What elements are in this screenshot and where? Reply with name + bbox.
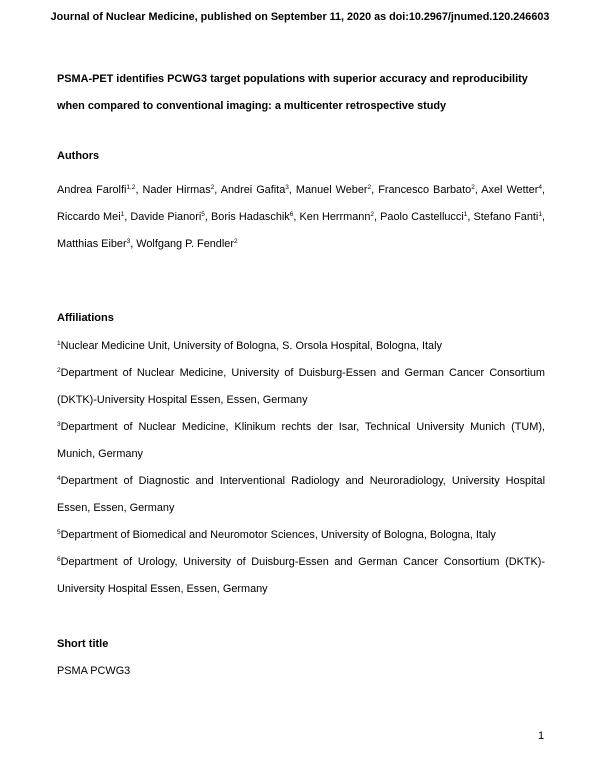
affiliation-text: Department of Nuclear Medicine, Klinikum rechts der Isar, Technical University Munich (TUM), Munich, Germany [57,421,545,460]
author-name: Wolfgang P. Fendler [136,238,234,250]
author-name: Francesco Barbato [378,184,472,196]
author-affiliation-number: 5 [201,211,205,218]
affiliation-4 [57,468,545,522]
author-affiliation-number: 2 [233,238,238,245]
affiliation-number: 5 [57,529,61,536]
author-affiliation-number: 2 [367,184,372,191]
author-separator: , [467,211,474,223]
author-name: Axel Wetter [481,184,539,196]
author [296,184,378,196]
author-name: Davide Pianori [130,211,202,223]
author-affiliation-number: 1 [538,211,542,218]
affiliation-number: 1 [57,340,61,347]
affiliation-text: Department of Biomedical and Neuromotor Sciences, University of Bologna, Bologna, Italy [60,529,496,541]
author-separator: , [288,184,296,196]
author-name: Manuel Weber [295,184,368,196]
affiliation-text: Nuclear Medicine Unit, University of Bologna, S. Orsola Hospital, Bologna, Italy [60,340,442,352]
authors-heading: Authors [57,150,100,162]
author-separator: , [130,238,137,250]
page-number: 1 [538,730,545,742]
author [57,184,142,196]
author-name: Matthias Eiber [57,238,127,250]
affiliation-number: 3 [57,421,61,428]
affiliation-text: Department of Diagnostic and Interventional Radiology and Neuroradiology, University Hospital Essen, Essen, Germany [57,475,545,514]
author [380,211,473,223]
author [57,211,130,223]
author-affiliation-number: 2 [370,211,375,218]
affiliation-1 [57,333,545,360]
author-affiliation-number: 1,2 [126,184,136,191]
author-affiliation-number: 2 [210,184,215,191]
author-affiliation-number: 3 [285,184,289,191]
affiliation-2 [57,360,545,414]
author-name: Boris Hadaschik [211,211,290,223]
affiliation-text: Department of Nuclear Medicine, University of Duisburg-Essen and German Cancer Consortium (DKTK)-University Hospital Essen, Essen, Germany [57,367,545,406]
author-name: Riccardo Mei [57,211,121,223]
author-name: Stefano Fanti [473,211,539,223]
author [474,211,546,223]
affiliation-text: Department of Urology, University of Duisburg-Essen and German Cancer Consortium (DKTK)-University Hospital Essen, Essen, Germany [57,556,545,595]
author [481,184,545,196]
author-separator: , [124,211,131,223]
paper-title: PSMA-PET identifies PCWG3 target populations with superior accuracy and reproducibility when compared to conventional imaging: a multicenter retrospective study [57,73,528,112]
author-separator: , [541,184,545,196]
author [221,184,296,196]
author [57,238,136,250]
author-list [57,177,545,258]
author-affiliation-number: 4 [538,184,542,191]
affiliation-number: 2 [57,367,61,374]
author-name: Ken Herrmann [299,211,371,223]
author-affiliation-number: 2 [471,184,475,191]
affiliations-heading: Affiliations [57,312,114,324]
author [136,238,237,250]
author-name: Andrei Gafita [220,184,286,196]
author-separator: , [204,211,211,223]
journal-header-line: Journal of Nuclear Medicine, published on September 11, 2020 as doi:10.2967/jnumed.120.246603 [50,11,550,23]
author-affiliation-number: 1 [463,211,468,218]
author-separator: , [293,211,300,223]
affiliation-6 [57,549,545,603]
author-separator: , [214,184,221,196]
author-separator: , [135,184,143,196]
affiliation-number: 4 [57,475,61,482]
author-separator: , [541,211,545,223]
author [300,211,381,223]
author-affiliation-number: 6 [289,211,294,218]
author-affiliation-number: 3 [126,238,131,245]
affiliation-5 [57,522,545,549]
author-separator: , [474,184,482,196]
author [130,211,211,223]
affiliation-3 [57,414,545,468]
short-title-heading: Short title [57,638,109,650]
author-name: Andrea Farolfi [57,184,127,196]
author-name: Nader Hirmas [142,184,211,196]
short-title-text: PSMA PCWG3 [57,665,131,677]
author-separator: , [371,184,379,196]
author [378,184,481,196]
author-separator: , [374,211,381,223]
author-name: Paolo Castellucci [380,211,464,223]
author [142,184,220,196]
affiliation-number: 6 [57,556,61,563]
author [211,211,300,223]
author-affiliation-number: 1 [120,211,125,218]
